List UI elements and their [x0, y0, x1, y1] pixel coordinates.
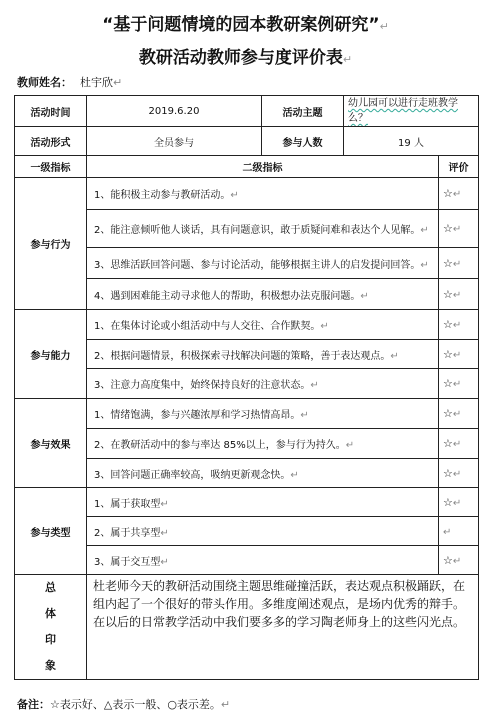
- indicator-text: 2、在教研活动中的参与率达 85%以上，参与行为持久。: [94, 440, 346, 451]
- paragraph-mark: ↵: [452, 289, 462, 301]
- paragraph-mark: ↵: [452, 258, 462, 270]
- paragraph-mark: ↵: [160, 527, 169, 539]
- evaluation-table: [14, 95, 479, 680]
- title-line-1: “基于问题情境的园本教研案例研究”: [102, 15, 380, 35]
- rating-cell[interactable]: [439, 546, 479, 575]
- level2-indicator: [87, 459, 439, 488]
- activity-time-value[interactable]: 2019.6.20: [87, 96, 262, 127]
- paragraph-mark: ↵: [443, 526, 452, 538]
- paragraph-mark: ↵: [113, 76, 123, 89]
- paragraph-mark: ↵: [420, 259, 429, 271]
- level2-header: 二级指标: [87, 156, 439, 178]
- activity-form-value[interactable]: 全员参与: [87, 127, 262, 156]
- level2-indicator: [87, 488, 439, 517]
- activity-time-label: 活动时间: [15, 96, 87, 127]
- participant-count-label: 参与人数: [262, 127, 344, 156]
- paragraph-mark: ↵: [290, 469, 299, 481]
- level2-indicator: [87, 178, 439, 210]
- header-row: [15, 156, 479, 178]
- indicator-text: 3、注意力高度集中，始终保持良好的注意状态。: [94, 380, 311, 391]
- paragraph-mark: ↵: [360, 290, 369, 302]
- star-rating-icon: ☆: [443, 495, 453, 509]
- indicator-text: 2、能注意倾听他人谈话，具有问题意识，敢于质疑问难和表达个人见解。: [94, 225, 421, 236]
- teacher-name-value[interactable]: 杜宇欣: [80, 76, 113, 89]
- paragraph-mark: ↵: [452, 409, 462, 420]
- document-subtitle: [0, 43, 491, 68]
- paragraph-mark: ↵: [452, 555, 462, 567]
- star-rating-icon: ☆: [443, 318, 453, 331]
- overall-impression-char: 体: [45, 607, 56, 620]
- level1-indicator: 参与能力: [15, 310, 87, 399]
- indicator-text: 3、回答问题正确率较高，吸纳更新观念快。: [94, 469, 291, 481]
- level2-indicator: [87, 369, 439, 399]
- star-rating-icon: ☆: [443, 347, 453, 361]
- participant-count-value[interactable]: 19 人: [344, 127, 479, 156]
- star-rating-icon: ☆: [443, 466, 453, 480]
- activity-topic-value[interactable]: [344, 96, 479, 127]
- level2-indicator: [87, 429, 439, 459]
- teacher-name-label: 教师姓名：: [17, 76, 72, 89]
- info-row-time: [15, 96, 479, 127]
- level1-indicator: 参与类型: [15, 488, 87, 575]
- rating-cell[interactable]: [439, 517, 479, 546]
- overall-impression-char: 印: [45, 633, 56, 646]
- indicator-text: 3、属于交互型: [94, 556, 161, 568]
- rating-cell[interactable]: [439, 210, 479, 248]
- rating-cell[interactable]: [439, 488, 479, 517]
- paragraph-mark: ↵: [220, 698, 231, 711]
- indicator-text: 1、在集体讨论或小组活动中与人交往、合作默契。: [94, 321, 321, 332]
- level2-indicator: [87, 210, 439, 248]
- level1-indicator: 参与效果: [15, 399, 87, 488]
- activity-form-label: 活动形式: [15, 127, 87, 156]
- indicator-text: 1、能积极主动参与教研活动。: [94, 190, 231, 201]
- paragraph-mark: ↵: [452, 497, 462, 509]
- star-rating-icon: ☆: [443, 256, 453, 270]
- rating-cell[interactable]: [439, 248, 479, 279]
- paragraph-mark: ↵: [345, 440, 355, 451]
- level1-indicator: 参与行为: [15, 178, 87, 310]
- rating-cell[interactable]: [439, 459, 479, 488]
- paragraph-mark: ↵: [310, 380, 319, 391]
- overall-impression-label: [15, 575, 87, 680]
- level2-indicator: [87, 248, 439, 279]
- overall-impression-char: 总: [45, 581, 56, 594]
- paragraph-mark: ↵: [452, 439, 462, 450]
- indicator-row: [15, 178, 479, 210]
- star-rating-icon: ☆: [443, 437, 453, 450]
- paragraph-mark: ↵: [452, 379, 462, 390]
- paragraph-mark: ↵: [420, 225, 429, 236]
- indicator-text: 4、遇到困难能主动寻求他人的帮助，积极想办法克服问题。: [94, 290, 361, 302]
- paragraph-mark: ↵: [452, 189, 462, 200]
- summary-row: [15, 575, 479, 680]
- rating-cell[interactable]: [439, 399, 479, 429]
- level2-indicator: [87, 310, 439, 340]
- star-rating-icon: ☆: [443, 287, 453, 301]
- teacher-name-row: [17, 74, 122, 90]
- star-rating-icon: ☆: [443, 187, 453, 200]
- indicator-row: [15, 488, 479, 517]
- star-rating-icon: ☆: [443, 222, 453, 235]
- rating-cell[interactable]: [439, 279, 479, 310]
- star-rating-icon: ☆: [443, 407, 453, 420]
- paragraph-mark: ↵: [230, 190, 239, 201]
- rating-cell[interactable]: [439, 369, 479, 399]
- rating-cell[interactable]: [439, 429, 479, 459]
- remarks-text: ☆表示好、△表示一般、○表示差。: [50, 698, 221, 711]
- paragraph-mark: ↵: [452, 468, 462, 480]
- rating-cell[interactable]: [439, 340, 479, 369]
- info-row-form: [15, 127, 479, 156]
- paragraph-mark: ↵: [300, 410, 309, 421]
- paragraph-mark: ↵: [379, 20, 389, 33]
- paragraph-mark: ↵: [452, 224, 462, 235]
- paragraph-mark: ↵: [160, 498, 169, 510]
- level2-indicator: [87, 399, 439, 429]
- paragraph-mark: ↵: [160, 556, 169, 568]
- paragraph-mark: ↵: [320, 321, 329, 332]
- indicator-text: 1、情绪饱满，参与兴趣浓厚和学习热情高昂。: [94, 410, 301, 421]
- level2-indicator: [87, 340, 439, 369]
- indicator-row: [15, 399, 479, 429]
- level2-indicator: [87, 546, 439, 575]
- level1-header: 一级指标: [15, 156, 87, 178]
- rating-cell[interactable]: [439, 310, 479, 340]
- paragraph-mark: ↵: [452, 349, 462, 361]
- paragraph-mark: ↵: [390, 350, 399, 362]
- level2-indicator: [87, 279, 439, 310]
- remarks-label: 备注：: [17, 698, 50, 711]
- indicator-text: 3、思维活跃回答问题、参与讨论活动，能够根据主讲人的启发提问回答。: [94, 259, 421, 271]
- title-line-2: 教研活动教师参与度评价表: [138, 48, 343, 68]
- overall-impression-text[interactable]: 杜老师今天的教研活动围绕主题思维碰撞活跃，表达观点积极踊跃，在组内起了一个很好的带头作用。多维度阐述观点，是场内优秀的辩手。在以后的日常教学活动中我们要多多的学习陶老师身上的这些闪光点。: [87, 575, 479, 680]
- indicator-row: [15, 310, 479, 340]
- rating-header: 评价: [439, 156, 479, 178]
- rating-cell[interactable]: [439, 178, 479, 210]
- paragraph-mark: ↵: [452, 320, 462, 331]
- overall-impression-char: 象: [45, 659, 56, 672]
- indicator-text: 2、属于共享型: [94, 527, 161, 539]
- activity-topic-text: 幼儿园可以进行走班教学么？: [348, 98, 458, 124]
- paragraph-mark: ↵: [342, 53, 353, 66]
- document-title: [0, 10, 491, 35]
- activity-topic-label: 活动主题: [262, 96, 344, 127]
- indicator-text: 2、根据问题情景，积极探索寻找解决问题的策略，善于表达观点。: [94, 350, 391, 362]
- level2-indicator: [87, 517, 439, 546]
- star-rating-icon: ☆: [443, 377, 453, 390]
- remarks: [17, 696, 230, 712]
- indicator-text: 1、属于获取型: [94, 498, 161, 510]
- star-rating-icon: ☆: [443, 553, 453, 567]
